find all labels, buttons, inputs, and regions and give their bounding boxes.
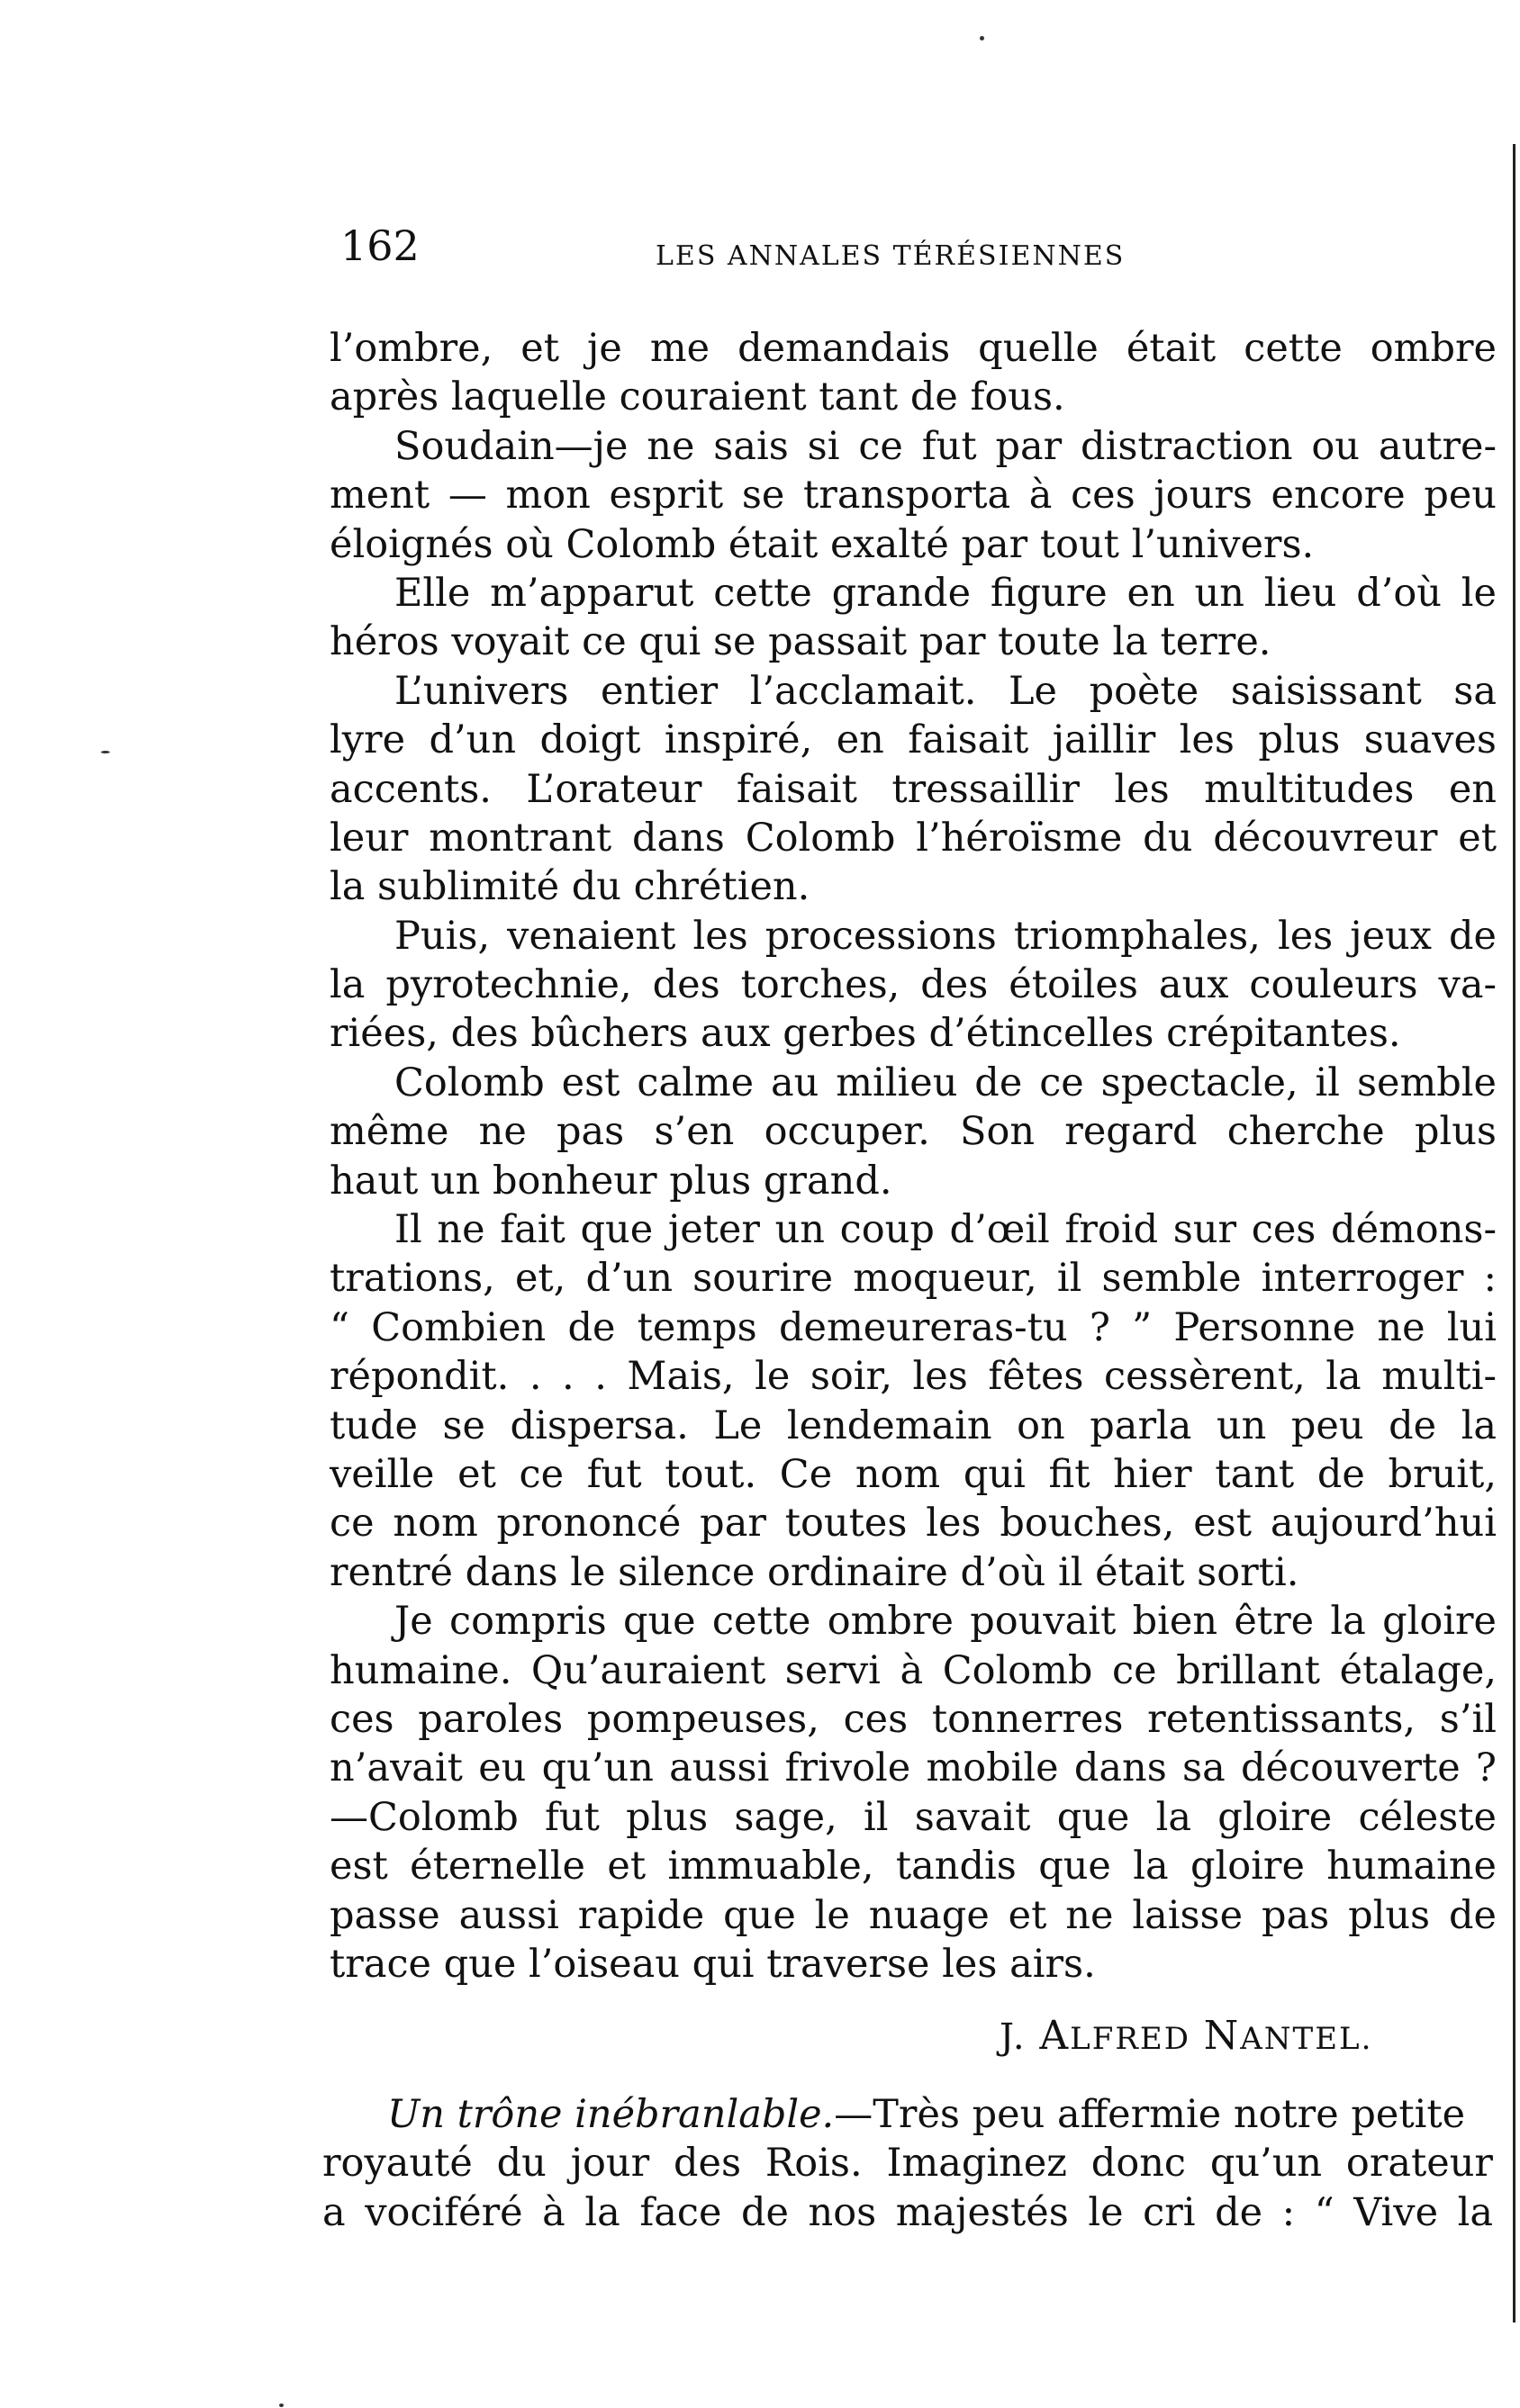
section-title: Un trône inébranlable. [387, 2092, 835, 2137]
line-text: éloignés où Colomb était exalté par tout l’univers. [330, 521, 1315, 567]
next-article-start [322, 2090, 1493, 2237]
line-text: Colomb est calme au milieu de ce spectacle, il semble [394, 1060, 1497, 1105]
line-text: Il ne fait que jeter un coup d’œil froid sur ces démons- [394, 1207, 1497, 1253]
signature-first-name-initial: A [1039, 2013, 1071, 2059]
author-signature [1000, 2013, 1373, 2059]
line-text: rentré dans le silence ordinaire d’où il était sorti. [330, 1549, 1299, 1595]
text-line [330, 422, 1497, 471]
line-text: héros voyait ce qui se passait par toute la terre. [330, 619, 1271, 665]
line-text: Je compris que cette ombre pouvait bien être la gloire [394, 1599, 1497, 1645]
running-head: LES ANNALES TÉRÉSIENNES [656, 240, 1126, 272]
line-text: ment — mon esprit se transporta à ces jours encore peu [330, 473, 1497, 519]
text-line [330, 814, 1497, 862]
line-text: ce nom prononcé par toutes les bouches, est aujourd’hui [330, 1501, 1497, 1547]
scan-speck [980, 36, 984, 41]
text-line [322, 2090, 1493, 2139]
text-line [330, 765, 1497, 814]
signature-last-name-rest: ANTEL. [1240, 2021, 1373, 2057]
text-line [330, 716, 1497, 764]
text-line [330, 324, 1497, 373]
text-line [330, 1107, 1497, 1156]
signature-first-initial: J. [1000, 2016, 1027, 2058]
line-text: royauté du jour des Rois. Imaginez donc qu’un orateur [322, 2141, 1493, 2187]
text-line [330, 471, 1497, 519]
line-text: l’ombre, et je me demandais quelle était cette ombre [330, 326, 1497, 371]
text-line [330, 373, 1497, 421]
scan-speck [101, 751, 110, 753]
line-text: répondit. . . . Mais, le soir, les fêtes cessèrent, la multi- [330, 1354, 1497, 1400]
line-text: lyre d’un doigt inspiré, en faisait jaillir les plus suaves [330, 717, 1497, 763]
text-line [330, 960, 1497, 1009]
line-text: L’univers entier l’acclamait. Le poète saisissant sa [394, 668, 1497, 714]
line-text: humaine. Qu’auraient servi à Colomb ce brillant étalage, [330, 1647, 1497, 1693]
signature-last-name-initial: N [1203, 2013, 1241, 2059]
text-line [322, 2139, 1493, 2187]
line-text: Puis, venaient les processions triomphales, les jeux de [394, 913, 1497, 959]
page-number: 162 [340, 221, 420, 270]
line-text: Soudain—je ne sais si ce fut par distraction ou autre- [394, 423, 1497, 469]
line-text: Elle m’apparut cette grande figure en un lieu d’où le [394, 570, 1497, 616]
article-body [330, 324, 1497, 1989]
text-line [330, 1646, 1497, 1695]
text-line [330, 1548, 1497, 1597]
text-line [330, 1891, 1497, 1940]
text-line [330, 1009, 1497, 1058]
text-line [330, 1303, 1497, 1352]
line-text: est éternelle et immuable, tandis que la gloire humaine [330, 1844, 1497, 1889]
page-edge-line [1513, 144, 1515, 2322]
text-line [322, 2188, 1493, 2237]
text-line [330, 1940, 1497, 1989]
text-line [330, 1744, 1497, 1792]
line-text: trace que l’oiseau qui traverse les airs. [330, 1941, 1096, 1987]
text-line [330, 1450, 1497, 1499]
text-line [330, 1059, 1497, 1107]
text-line [330, 1254, 1497, 1303]
line-text: “ Combien de temps demeureras-tu ? ” Personne ne lui [330, 1304, 1497, 1350]
text-line [330, 520, 1497, 569]
line-text: ces paroles pompeuses, ces tonnerres retentissants, s’il [330, 1696, 1497, 1742]
text-line [330, 618, 1497, 666]
text-line [330, 1793, 1497, 1842]
line-text: même ne pas s’en occuper. Son regard cherche plus [330, 1109, 1497, 1155]
text-line [330, 569, 1497, 618]
text-line [330, 1597, 1497, 1646]
line-text: la pyrotechnie, des torches, des étoiles aux couleurs va- [330, 962, 1497, 1008]
line-text: haut un bonheur plus grand. [330, 1158, 892, 1204]
text-line [330, 1842, 1497, 1890]
line-text: tude se dispersa. Le lendemain on parla un peu de la [330, 1402, 1497, 1448]
line-text: a vociféré à la face de nos majestés le cri de : “ Vive la [322, 2189, 1493, 2235]
text-line [330, 667, 1497, 716]
text-line [330, 912, 1497, 960]
text-line [330, 1352, 1497, 1401]
line-text: après laquelle couraient tant de fous. [330, 374, 1065, 420]
signature-first-name-rest: LFRED [1070, 2021, 1191, 2057]
line-text: passe aussi rapide que le nuage et ne laisse pas plus de [330, 1892, 1497, 1938]
line-text: n’avait eu qu’un aussi frivole mobile dans sa découverte ? [330, 1745, 1497, 1791]
line-text: accents. L’orateur faisait tressaillir les multitudes en [330, 766, 1497, 812]
text-line [330, 1695, 1497, 1744]
text-line [330, 1157, 1497, 1205]
line-text: trations, et, d’un sourire moqueur, il semble interroger : [330, 1256, 1497, 1302]
line-text: —Très peu affermie notre petite [834, 2092, 1466, 2137]
text-line [330, 862, 1497, 911]
text-line [330, 1499, 1497, 1547]
line-text: riées, des bûchers aux gerbes d’étincelles crépitantes. [330, 1011, 1401, 1057]
line-text: veille et ce fut tout. Ce nom qui fit hier tant de bruit, [330, 1451, 1497, 1497]
line-text: leur montrant dans Colomb l’héroïsme du découvreur et [330, 815, 1497, 861]
text-line [330, 1205, 1497, 1254]
line-text: —Colomb fut plus sage, il savait que la gloire céleste [330, 1794, 1497, 1840]
text-line [330, 1402, 1497, 1450]
scan-speck [279, 2403, 284, 2407]
line-text: la sublimité du chrétien. [330, 864, 810, 910]
